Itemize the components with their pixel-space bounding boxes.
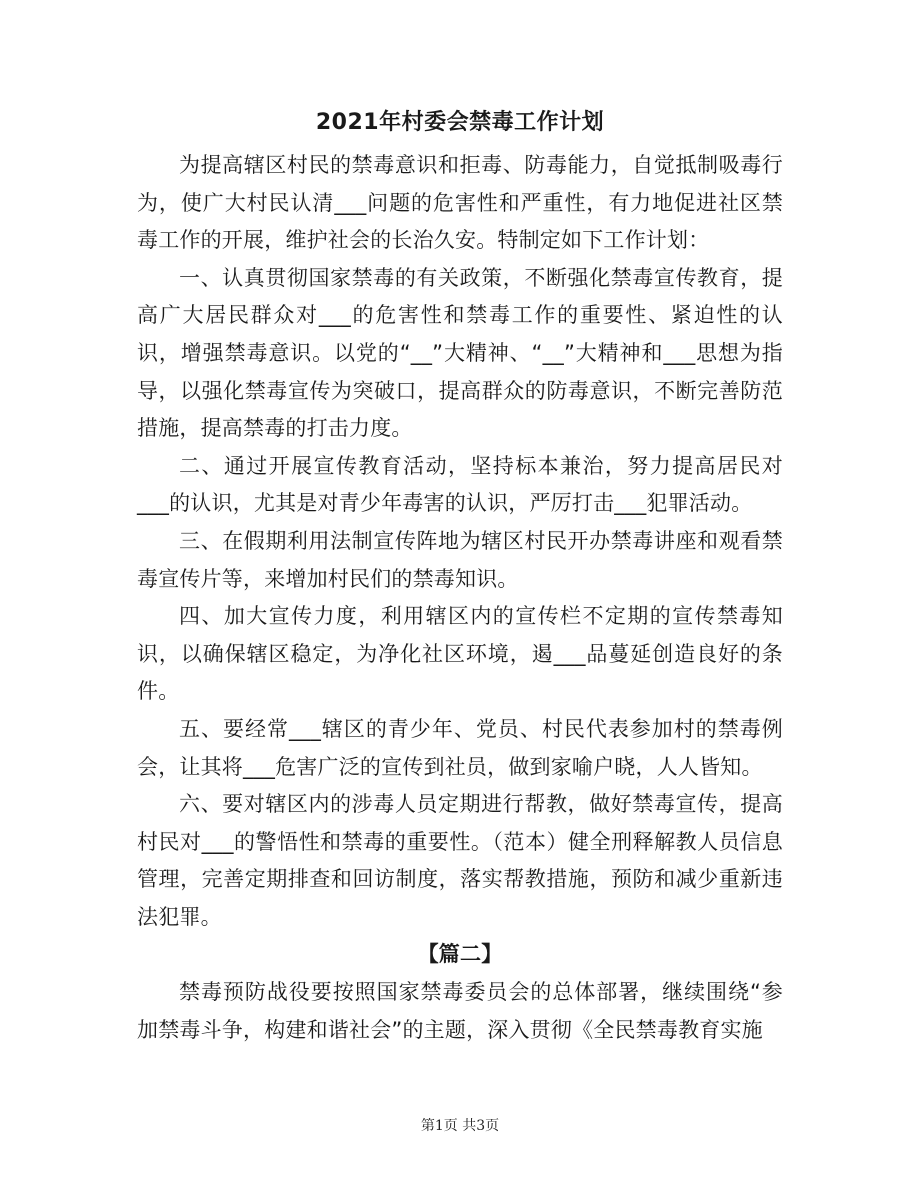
document-title: 2021年村委会禁毒工作计划	[315, 110, 605, 135]
page-footer: 第1页 共3页	[420, 1118, 500, 1134]
section-heading: 【篇二】	[417, 942, 503, 967]
intro-paragraph: 为提高辖区村民的禁毒意识和拒毒、防毒能力，自觉抵制吸毒行为，使广大村民认清___问题的危害性和严重性，有力地促进社区禁毒工作的开展，维护社会的长治久安。特制定如下工作计划：	[137, 153, 783, 253]
plan-item-3: 三、在假期利用法制宣传阵地为辖区村民开办禁毒讲座和观看禁毒宣传片等，来增加村民们的禁毒知识。	[137, 528, 783, 591]
plan-item-2: 二、通过开展宣传教育活动，坚持标本兼治，努力提高居民对___的认识，尤其是对青少年毒害的认识，严厉打击___犯罪活动。	[137, 453, 783, 516]
plan-item-6: 六、要对辖区内的涉毒人员定期进行帮教，做好禁毒宣传，提高村民对___的警悟性和禁毒的重要性。（范本）健全刑释解教人员信息管理，完善定期排查和回访制度，落实帮教措施，预防和减少重新违法犯罪。	[137, 792, 783, 929]
plan-item-4: 四、加大宣传力度，利用辖区内的宣传栏不定期的宣传禁毒知识，以确保辖区稳定，为净化社区环境，遏___品蔓延创造良好的条件。	[137, 604, 783, 704]
document-body	[137, 147, 783, 1049]
plan-item-5: 五、要经常___辖区的青少年、党员、村民代表参加村的禁毒例会，让其将___危害广泛的宣传到社员，做到家喻户晓，人人皆知。	[137, 716, 783, 779]
plan-item-1: 一、认真贯彻国家禁毒的有关政策，不断强化禁毒宣传教育，提高广大居民群众对___的危害性和禁毒工作的重要性、紧迫性的认识，增强禁毒意识。以党的“__”大精神、“__”大精神和___思想为指导，以强化禁毒宣传为突破口，提高群众的防毒意识，不断完善防范措施，提高禁毒的打击力度。	[137, 265, 783, 441]
section-paragraph: 禁毒预防战役要按照国家禁毒委员会的总体部署，继续围绕“参加禁毒斗争，构建和谐社会”的主题，深入贯彻《全民禁毒教育实施	[137, 980, 783, 1042]
